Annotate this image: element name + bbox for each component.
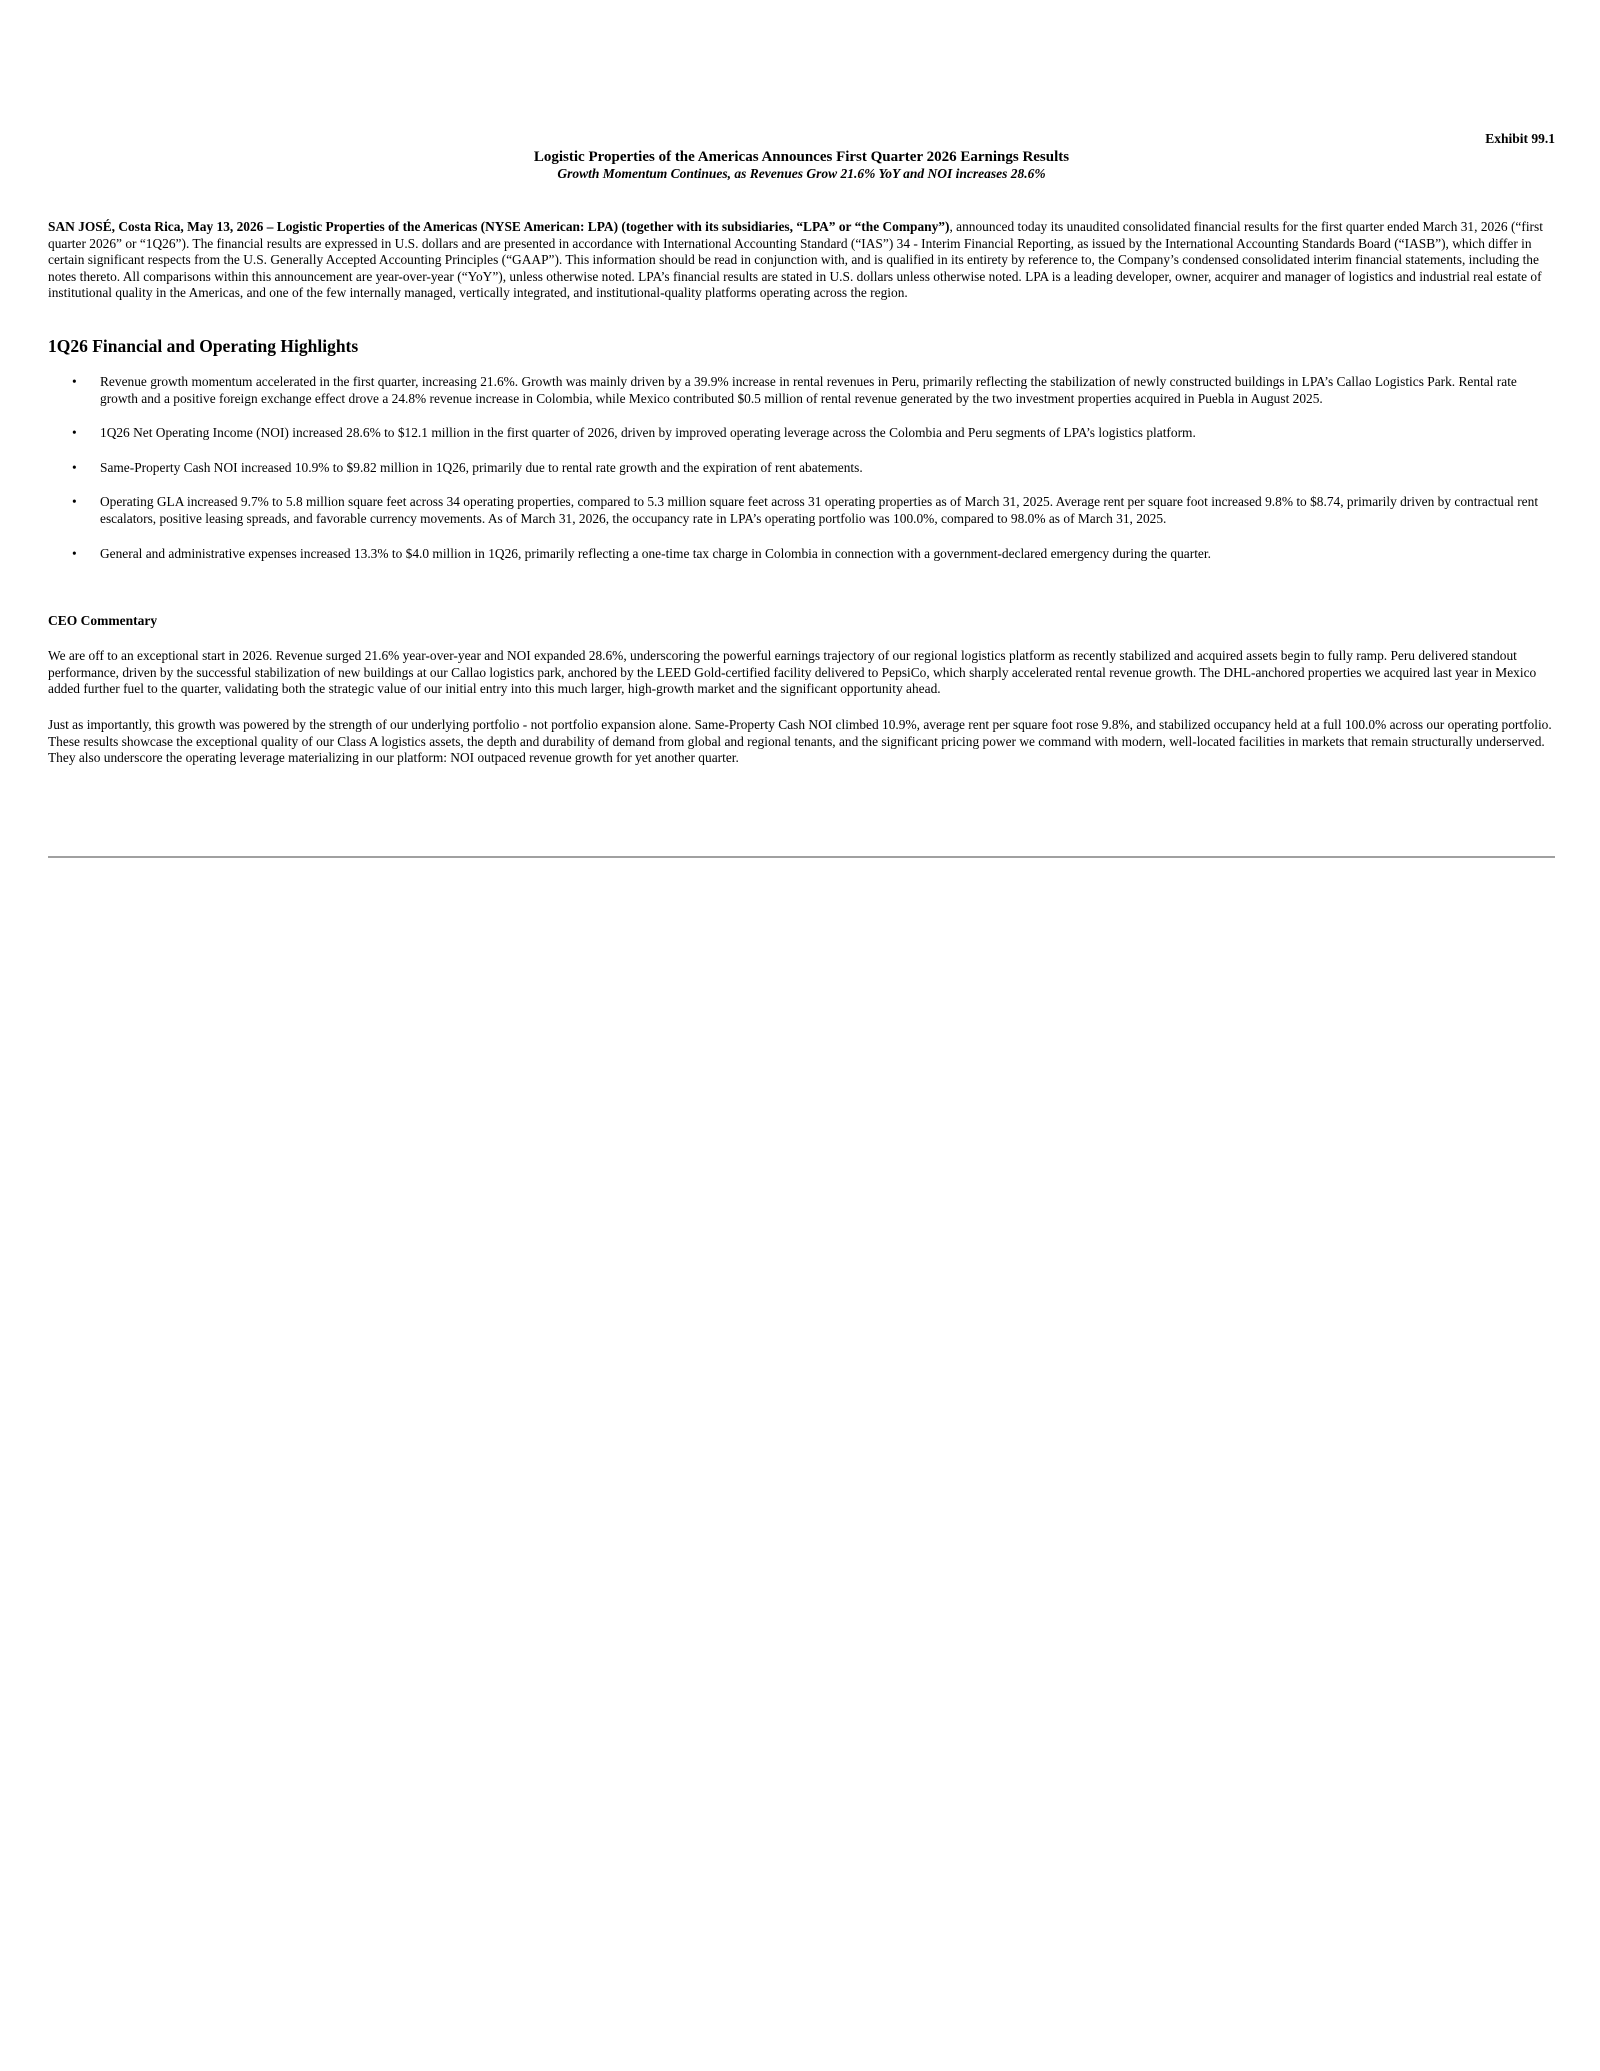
highlight-text: 1Q26 Net Operating Income (NOI) increased 28.6% to $12.1 million in the first quarter of 2026, driven by improved operating leverage across the Colombia and Peru segments of LPA’s logistics platform. (100, 425, 1196, 441)
bullet-icon: • (72, 459, 77, 475)
highlight-item-gla (48, 494, 1555, 527)
ceo-paragraph-2: Just as importantly, this growth was powered by the strength of our underlying portfolio - not portfolio expansion alone. Same-Property Cash NOI climbed 10.9%, average rent per square foot rose 9.8%, and stabilized occupancy held at a full 100.0% across our operating portfolio. These results showcase the exceptional quality of our Class A logistics assets, the depth and durability of demand from global and regional tenants, and the significant pricing power we command with modern, well-located facilities in markets that remain structurally underserved. They also underscore the operating leverage materializing in our platform: NOI outpaced revenue growth for yet another quarter. (48, 717, 1552, 766)
ceo-paragraph-1: We are off to an exceptional start in 2026. Revenue surged 21.6% year-over-year and NOI expanded 28.6%, underscoring the powerful earnings trajectory of our regional logistics platform as recently stabilized and acquired assets begin to fully ramp. Peru delivered standout performance, driven by the successful stabilization of new buildings at our Callao logistics park, anchored by the LEED Gold-certified facility delivered to PepsiCo, which sharply accelerated rental revenue growth. The DHL-anchored properties we acquired last year in Mexico added further fuel to the quarter, validating both the strategic value of our initial entry into this much larger, high-growth market and the significant opportunity ahead. (48, 648, 1537, 697)
highlight-item-noi (48, 425, 1555, 442)
bullet-icon: • (72, 494, 77, 510)
highlights-heading: 1Q26 Financial and Operating Highlights (48, 336, 359, 356)
ceo-commentary-heading: CEO Commentary (48, 613, 158, 628)
page-divider (48, 856, 1555, 858)
bullet-icon: • (72, 374, 77, 389)
intro-paragraph (48, 219, 1555, 302)
highlight-item-ga-expenses (48, 546, 1555, 563)
highlight-text: Same-Property Cash NOI increased 10.9% to $9.82 million in 1Q26, primarily due to rental rate growth and the expiration of rent abatements. (100, 459, 863, 475)
highlight-text: Operating GLA increased 9.7% to 5.8 million square feet across 34 operating properties, compared to 5.3 million square feet across 31 operating properties as of March 31, 2025. Average rent per square foot increased 9.8% to $8.74, primarily driven by contractual rent escalators, positive leasing spreads, and favorable currency movements. As of March 31, 2026, the occupancy rate in LPA’s operating portfolio was 100.0%, compared to 98.0% as of March 31, 2025. (100, 494, 1539, 526)
press-release-title: Logistic Properties of the Americas Announces First Quarter 2026 Earnings Results (533, 149, 1070, 165)
bullet-icon: • (72, 545, 77, 561)
highlight-text: Revenue growth momentum accelerated in the first quarter, increasing 21.6%. Growth was mainly driven by a 39.9% increase in rental revenues in Peru, primarily reflecting the stabilization of newly constructed buildings in LPA’s Callao Logistics Park. Rental rate growth and a positive foreign exchange effect drove a 24.8% revenue increase in Colombia, while Mexico contributed $0.5 million of rental revenue generated by the two investment properties acquired in Puebla in August 2025. (100, 374, 1517, 406)
intro-body: , announced today its unaudited consolidated financial results for the first quarter ended March 31, 2026 (“first quarter 2026” or “1Q26”). The financial results are expressed in U.S. dollars and are presented in accordance with International Accounting Standard (“IAS”) 34 - Interim Financial Reporting, as issued by the International Accounting Standards Board (“IASB”), which differ in certain significant respects from the U.S. Generally Accepted Accounting Principles (“GAAP”). This information should be read in conjunction with, and is qualified in its entirety by reference to, the Company’s condensed consolidated interim financial statements, including the notes thereto. All comparisons within this announcement are year-over-year (“YoY”), unless otherwise noted. LPA’s financial results are stated in U.S. dollars unless otherwise noted. LPA is a leading developer, owner, acquirer and manager of logistics and industrial real estate of institutional quality in the Americas, and one of the few internally managed, vertically integrated, and institutional-quality platforms operating across the region. (48, 219, 1543, 301)
bullet-icon: • (72, 425, 77, 441)
intro-dateline: SAN JOSÉ, Costa Rica, May 13, 2026 – Logistic Properties of the Americas (NYSE American: LPA) (together with its subsidiaries, “LPA” or “the Company”) (48, 219, 950, 234)
press-release-subtitle: Growth Momentum Continues, as Revenues Grow 21.6% YoY and NOI increases 28.6% (557, 166, 1046, 181)
exhibit-label: Exhibit 99.1 (1485, 131, 1555, 146)
highlight-item-revenue (48, 374, 1555, 407)
highlight-item-same-property-noi (48, 460, 1555, 477)
highlight-text: General and administrative expenses increased 13.3% to $4.0 million in 1Q26, primarily reflecting a one-time tax charge in Colombia in connection with a government-declared emergency during the quarter. (100, 545, 1211, 561)
highlights-list (48, 374, 1555, 580)
